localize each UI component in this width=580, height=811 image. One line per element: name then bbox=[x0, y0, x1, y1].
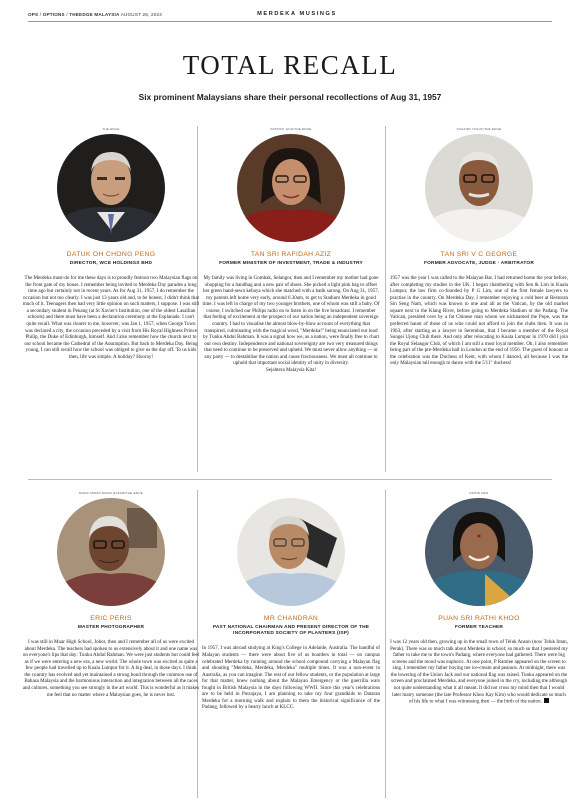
person-name: DATUK OH CHONG PENG bbox=[66, 251, 156, 258]
photo-credit: THE EDGE bbox=[102, 127, 120, 131]
recollection-text bbox=[390, 639, 568, 705]
profile-card bbox=[390, 491, 568, 705]
photo-credit bbox=[202, 491, 380, 496]
column-divider bbox=[385, 126, 386, 472]
person-name: PUAN SRI RATHI KHOO bbox=[438, 615, 520, 622]
photo-credit: SUHAIMI YUSUF/THE EDGE bbox=[456, 127, 502, 131]
photo-credit: ROBIN NEO bbox=[469, 491, 489, 495]
photo-credit: PATRICK GOH/THE EDGE bbox=[270, 127, 312, 131]
portrait-photo bbox=[425, 134, 533, 242]
photo-credit: MOHD IZWAN MOHD NAZAM/THE EDGE bbox=[79, 491, 143, 495]
recollection-body: I was 12 years old then, growing up in the small town of Teluk Anson (now Teluk Intan, Perak). There was so much talk about Merdeka in school; so much so that I pestered my father to take me to the town's Padang, where everyone had gathered. There were big screens and the mood was euphoric. At one point, P Ramlee appeared on the screen to sing. I remember my father buying me ice-cream and peanuts. At midnight, there was the lowering of the Union Jack and our national flag was raised. Tunku appeared on the screen and proclaimed Merdeka, and everyone joined in the cry, including me although not quite understanding what it all meant. It did not cross my mind then that I would later marry someone (the late Professor Khoo Kay Kim) who would dedicate so much of his life to what I was witnessing then — the birth of the nation. bbox=[390, 639, 568, 705]
person-name: TAN SRI V C GEORGE bbox=[440, 251, 518, 258]
portrait-photo bbox=[237, 498, 345, 606]
end-mark-icon bbox=[544, 698, 549, 703]
profile-card bbox=[202, 491, 380, 711]
column-divider bbox=[385, 490, 386, 798]
column-title: MERDEKA MUSINGS bbox=[257, 11, 337, 17]
header-rule bbox=[28, 21, 552, 22]
headline: TOTAL RECALL bbox=[182, 50, 398, 80]
folio-line: OPS / OPTIONS / THEEDGE MALAYSIA AUGUST 26, 2024 bbox=[28, 11, 162, 17]
publication: THEEDGE MALAYSIA bbox=[69, 11, 120, 17]
person-role: FORMER ADVOCATE, JUDGE · ARBITRATOR bbox=[423, 261, 535, 266]
person-role: MASTER PHOTOGRAPHER bbox=[77, 625, 145, 630]
person-role: FORMER TEACHER bbox=[454, 625, 504, 630]
folio: OPS bbox=[28, 11, 39, 17]
portrait-photo bbox=[57, 498, 165, 606]
person-name: TAN SRI RAFIDAH AZIZ bbox=[250, 251, 332, 258]
person-role: FORMER MINISTER OF INVESTMENT, TRADE & INDUSTRY bbox=[219, 261, 363, 266]
portrait-photo bbox=[237, 134, 345, 242]
profile-card bbox=[202, 127, 380, 373]
issue-date: AUGUST 26, 2024 bbox=[120, 11, 162, 17]
profile-card bbox=[22, 491, 200, 698]
recollection-body: My family was living in Gombak, Selangor, then and I remember my mother had gone shopping for a handbag and a new pair of shoes. She picked a light pink bag to offset her green hand-sewn kebaya which she matched with a batik sarong. On Aug 31, 1957, my parents left home very early, around 6.30am, to get to Stadium Merdeka in good time. I was left in charge of my two younger brothers, one of whom was still a baby. Of course, I switched our Philips radio on to listen in on the live broadcast. I remember that feeling of excitement at the prospect of our nation being an independent sovereign country. I had to visualise the almost blow-by-blow account of everything that transpired, culminating with the magical word, "Merdeka!" being enunciated out loud by Tunku Abdul Rahman. It was a signal how we, as a nation, were finally free to chart our own destiny. Independence and national sovereignty are two very treasured things that need to continue to be preserved and upheld. We must never allow anything — or any party — to destabilise the nation and cause fractiousness. We must all continue to uphold that important social identity of unity in diversity. bbox=[202, 275, 380, 367]
portrait-photo bbox=[57, 134, 165, 242]
portrait-photo bbox=[425, 498, 533, 606]
recollection-text: In 1957, I was abroad studying at King's College in Adelaide, Australia. The handful of Malayan students — there were about five of us boarders in total — on campus celebrated Merdeka by running around the school compound carrying a Malayan flag and shouting "Merdeka, Merdeka, Merdeka" multiple times. It was a non-event in Australia, as you can imagine. The rest of our fellow students, or the population at large for that matter, knew nothing about the Malayan Emergency or the guerrilla wars fought in British Malaysia in the days following WWII. Since this year's celebrations are to be held in Putrajaya, I am planning to take my four grandkids to Dataran Merdeka for a morning walk and explain to them the historical significance of the Padang, followed by a hearty lunch at KLCC. bbox=[202, 645, 380, 711]
recollection-text: 1957 was the year I was called to the Malayan Bar. I had returned home the year before, after completing my studies in the UK. I began chambering with Sen & Lim in Kuala Lumpur, the law firm co-founded by P G Lim, one of the first female lawyers to practise in the country. On Merdeka Day, I remember enjoying a cold beer at Restoran Sin Seng Nam, which was known to one and all as the Vatican, by the old market square next to the Klang River, before going to Merdeka Stadium or the Padang. The Vatican, presided over by a fat Chinese man whom we nicknamed the Pope, was the preferred haunt of those of us who could not afford to join the clubs then. It was in 1963, after starting as a lawyer in Seremban, that I became a member of the Royal Sungei Ujong Club there. And only after relocating to Kuala Lumpur in 1970 did I join the Royal Selangor Club, of which I am still a most loyal member. Oh, I also remember being part of the pre-Merdeka ball in London at the end of 1956. The guest of honour at the celebration was the Duchess of Kent, with whom I danced, all because I was the only Malaysian tall enough to dance with the 5'11" duchess! bbox=[390, 275, 568, 367]
profile-card bbox=[390, 127, 568, 367]
person-name: ERIC PERIS bbox=[90, 615, 132, 622]
page-header bbox=[28, 8, 552, 20]
closing-line: Sejahtera Malaysia Kita! bbox=[265, 366, 317, 373]
recollection-text bbox=[202, 275, 380, 373]
recollection-text: I was still in Muar High School, Johor, then and I remember all of us were excited about Merdeka. The teachers had spoken to us extensively about it and one name was on everyone's lips that day: Tunku Abdul Rahman. We were just students but could feel as if we were entering a new era, a new world. The whole town was excited as quite a few people had travelled up to Kuala Lumpur for it. A big deal, in those days. I think the country has evolved and yet maintained a strong bond through the common use of Bahasa Malaysia and the harmonious interaction and integration between all the races and cultures, something you see strongly in the art world. This is wonderful as it makes me feel that no matter where a Malaysian goes, he is never lost. bbox=[22, 639, 200, 698]
recollection-text: The Merdeka must-do for me these days is to proudly festoon two Malaysian flags on the front gate of my house. I remember being invited to Merdeka Day parades a long time ago but certainly not in recent years. As for Aug 31, 1957, I do remember the occasion but not too clearly. I was just 13 years old and, to be honest, I didn't think that much of it. Teenagers then had very little opinion on such matters, I suppose. I was still a secondary student in Penang (at St Xavier's Institution, one of the oldest Lasallian schools) and there must have been a declaration ceremony at the Esplanade. I can't quite recall. What was clearer to me, however, was Jan 1, 1957, when George Town was declared a city, the occasion preceded by a visit from His Royal Highness Prince Philip, the Duke of Edinburgh, himself. And I also remember how the church next to our school became the Cathedral of the Assumption. But back to Merdeka Day. Being young, I can still recall how the school was obliged to give us the day off. To us kids then, life was simple. A holiday? Hooray! bbox=[22, 275, 200, 360]
person-name: MR CHANDRAN bbox=[263, 615, 319, 622]
person-role: DIRECTOR, WCE HOLDINGS BHD bbox=[69, 261, 153, 266]
deck: Six prominent Malaysians share their personal recollections of Aug 31, 1957 bbox=[138, 92, 442, 102]
profile-card bbox=[22, 127, 200, 360]
person-role: PAST NATIONAL CHAIRMAN AND PRESENT DIRECTOR OF THE INCORPORATED SOCIETY OF PLANTERS (ISP) bbox=[212, 625, 370, 637]
section-tag: OPTIONS bbox=[42, 11, 65, 17]
row-divider bbox=[28, 479, 552, 480]
